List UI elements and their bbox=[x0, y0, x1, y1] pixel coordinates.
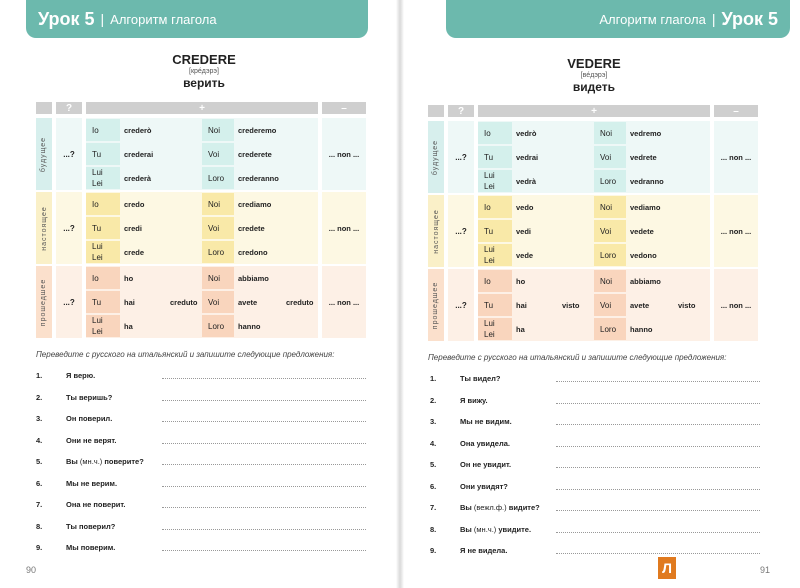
exercise-text bbox=[460, 503, 540, 512]
pronoun-cell: Loro bbox=[594, 244, 626, 266]
pronoun-cell: Io bbox=[478, 122, 512, 144]
verb-form: vedrò bbox=[516, 128, 537, 138]
exercise-text: Ты поверил? bbox=[66, 521, 116, 531]
participle: creduto bbox=[286, 297, 314, 307]
pronoun: Lei bbox=[484, 330, 495, 339]
pronoun-cell: Tu bbox=[478, 294, 512, 316]
verb-form: ha bbox=[516, 324, 525, 334]
pronoun: Lui bbox=[484, 319, 495, 328]
exercise-item bbox=[430, 396, 760, 406]
pronoun-cell: Voi bbox=[202, 291, 234, 313]
tense-label-text: будущее bbox=[432, 139, 440, 175]
pronoun: Lei bbox=[484, 182, 495, 191]
verb-form: crederemo bbox=[238, 125, 277, 135]
verb-form: vede bbox=[516, 250, 534, 260]
exercise-number: 8. bbox=[430, 524, 437, 534]
exercise-text: Он не увидит. bbox=[460, 460, 512, 469]
pronoun: Lui bbox=[484, 245, 495, 254]
exercise-item bbox=[36, 371, 366, 381]
header-empty bbox=[428, 105, 444, 117]
exercise-item bbox=[36, 436, 366, 446]
pronoun-cell: Loro bbox=[202, 167, 234, 189]
header-separator: | bbox=[100, 11, 105, 27]
exercise-text bbox=[460, 525, 531, 534]
exercise-item bbox=[36, 500, 366, 510]
verb-pronunciation: [вéдэрэ] bbox=[580, 72, 608, 79]
exercise-number: 2. bbox=[36, 392, 43, 402]
exercise-number: 7. bbox=[430, 503, 437, 512]
exercise-text: Она увидела. bbox=[460, 438, 510, 448]
answer-line[interactable] bbox=[556, 403, 760, 404]
pronoun-cell: Io bbox=[86, 119, 120, 141]
answer-line[interactable] bbox=[162, 443, 366, 444]
answer-line[interactable] bbox=[162, 464, 366, 465]
verb-form: crederai bbox=[124, 149, 154, 159]
exercise-number: 1. bbox=[430, 374, 437, 383]
exercise-text: Мы не видим. bbox=[460, 417, 512, 426]
verb-form: ho bbox=[124, 273, 134, 283]
pronoun-cell: Voi bbox=[594, 294, 626, 316]
exercise-text-part: поверите? bbox=[102, 457, 144, 466]
header-plus: + bbox=[86, 102, 318, 114]
header-minus: – bbox=[322, 102, 366, 114]
exercise-item bbox=[36, 457, 366, 467]
answer-line[interactable] bbox=[556, 489, 760, 490]
verb-russian: верить bbox=[183, 76, 225, 90]
exercise-number: 3. bbox=[36, 414, 43, 423]
pronoun: Lei bbox=[92, 327, 103, 336]
question-form: ...? bbox=[448, 121, 474, 193]
exercise-text: Он поверил. bbox=[66, 414, 113, 423]
tense-label bbox=[428, 269, 444, 341]
verb-form: hai bbox=[516, 300, 527, 310]
question-form: ...? bbox=[56, 192, 82, 264]
exercise-number: 3. bbox=[430, 417, 437, 426]
pronoun: Lei bbox=[92, 179, 103, 188]
exercise-item bbox=[36, 414, 366, 424]
header-question: ? bbox=[56, 102, 82, 114]
pronoun-cell: Noi bbox=[202, 119, 234, 141]
verb-form: avete bbox=[630, 300, 650, 310]
tense-label bbox=[36, 192, 52, 264]
answer-line[interactable] bbox=[556, 446, 760, 447]
exercise-item bbox=[430, 503, 760, 513]
exercise-text-part: Вы bbox=[460, 503, 474, 512]
lesson-topic: Алгоритм глагола bbox=[110, 11, 217, 27]
tense-label-text: будущее bbox=[40, 136, 48, 172]
conjugation-table-vedere bbox=[428, 105, 760, 345]
pronoun: Lei bbox=[484, 256, 495, 265]
pronoun-cell: Io bbox=[86, 193, 120, 215]
exercise-number: 6. bbox=[36, 478, 43, 488]
exercise-text: Ты веришь? bbox=[66, 392, 113, 402]
exercise-text-part: Вы bbox=[66, 457, 80, 466]
pronoun: Lui bbox=[92, 316, 103, 325]
pronoun-cell: Loro bbox=[202, 315, 234, 337]
tense-label bbox=[428, 195, 444, 267]
exercise-text-part: видите? bbox=[506, 503, 540, 512]
answer-line[interactable] bbox=[556, 424, 760, 425]
pronoun-cell: Loro bbox=[594, 318, 626, 340]
exercise-item bbox=[36, 543, 366, 553]
exercise-number: 1. bbox=[36, 371, 43, 380]
pronoun-cell bbox=[86, 315, 120, 337]
exercise-item bbox=[36, 479, 366, 489]
pronoun-cell: Loro bbox=[202, 241, 234, 263]
verb-italian: CREDERE bbox=[172, 52, 236, 67]
verb-form: vedrà bbox=[516, 176, 537, 186]
exercise-text: Я верю. bbox=[66, 371, 96, 380]
pronoun-cell bbox=[86, 241, 120, 263]
exercise-number: 2. bbox=[430, 395, 437, 405]
verb-form: abbiamo bbox=[630, 276, 661, 286]
pronoun: Lui bbox=[92, 242, 103, 251]
pronoun-cell bbox=[86, 167, 120, 189]
verb-form: ho bbox=[516, 276, 526, 286]
pronoun-cell: Noi bbox=[594, 196, 626, 218]
negative-form: ... non ... bbox=[322, 192, 366, 264]
pronoun-cell: Io bbox=[86, 267, 120, 289]
pronoun-cell bbox=[478, 244, 512, 266]
answer-line[interactable] bbox=[162, 400, 366, 401]
verb-form: vedo bbox=[516, 202, 534, 212]
exercise-text-part: увидите. bbox=[496, 524, 532, 534]
verb-form: vediamo bbox=[630, 202, 661, 212]
verb-form: credi bbox=[124, 223, 142, 233]
answer-line[interactable] bbox=[556, 467, 760, 468]
exercise-item bbox=[430, 439, 760, 449]
pronoun-cell: Voi bbox=[594, 146, 626, 168]
answer-line[interactable] bbox=[162, 529, 366, 530]
pronoun-cell: Loro bbox=[594, 170, 626, 192]
page-number-left: 90 bbox=[26, 565, 37, 575]
answer-line[interactable] bbox=[162, 378, 366, 379]
exercise-text bbox=[66, 457, 144, 466]
lesson-topic: Алгоритм глагола bbox=[599, 11, 706, 27]
exercise-item bbox=[430, 546, 760, 556]
verb-form: vedremo bbox=[630, 128, 662, 138]
verb-form: crederà bbox=[124, 173, 152, 183]
verb-form: vedono bbox=[630, 250, 657, 260]
header-empty bbox=[36, 102, 52, 114]
question-form: ...? bbox=[56, 118, 82, 190]
exercise-item bbox=[36, 393, 366, 403]
verb-russian: видеть bbox=[572, 80, 616, 94]
negative-form: ... non ... bbox=[322, 266, 366, 338]
exercise-text: Я вижу. bbox=[460, 395, 488, 405]
pronoun-cell: Tu bbox=[86, 143, 120, 165]
exercise-text: Они увидят? bbox=[460, 481, 508, 491]
pronoun: Lui bbox=[484, 171, 495, 180]
exercise-number: 8. bbox=[36, 521, 43, 531]
header-tab-right bbox=[446, 0, 790, 38]
header-tab-left bbox=[26, 0, 368, 38]
negative-form: ... non ... bbox=[322, 118, 366, 190]
exercise-item bbox=[430, 460, 760, 470]
publisher-logo: Л bbox=[658, 557, 676, 579]
question-form: ...? bbox=[56, 266, 82, 338]
exercise-number: 5. bbox=[36, 457, 43, 466]
verb-form: abbiamo bbox=[238, 273, 269, 283]
pronoun: Lei bbox=[92, 253, 103, 262]
pronoun-cell bbox=[478, 170, 512, 192]
verb-form: vedi bbox=[516, 226, 532, 236]
pronoun-cell: Tu bbox=[478, 220, 512, 242]
verb-form: credo bbox=[124, 199, 145, 209]
verb-title-vedere bbox=[524, 56, 664, 94]
tense-label bbox=[36, 266, 52, 338]
page-number-right: 91 bbox=[760, 565, 771, 575]
exercise-note: (мн.ч.) bbox=[473, 524, 497, 534]
verb-form: ha bbox=[124, 321, 133, 331]
tense-label-text: настоящее bbox=[432, 208, 440, 254]
pronoun-cell: Noi bbox=[594, 122, 626, 144]
verb-form: crederete bbox=[238, 149, 272, 159]
exercise-note: (мн.ч.) bbox=[79, 457, 103, 466]
exercise-instruction: Переведите с русского на итальянский и запишите следующие предложения: bbox=[428, 353, 727, 362]
exercise-number: 6. bbox=[430, 481, 437, 491]
exercise-text: Мы не верим. bbox=[66, 478, 118, 488]
lesson-title: Урок 5 bbox=[38, 8, 95, 29]
exercise-number: 9. bbox=[36, 543, 43, 552]
question-form: ...? bbox=[448, 269, 474, 341]
pronoun-cell: Tu bbox=[86, 217, 120, 239]
answer-line[interactable] bbox=[162, 421, 366, 422]
answer-line[interactable] bbox=[556, 381, 760, 382]
verb-form: hanno bbox=[238, 321, 261, 331]
exercise-text-part: Вы bbox=[460, 524, 474, 534]
pronoun-cell: Noi bbox=[202, 267, 234, 289]
verb-form: crede bbox=[124, 247, 145, 257]
exercise-number: 7. bbox=[36, 500, 43, 509]
exercise-item bbox=[430, 374, 760, 384]
header-separator: | bbox=[711, 11, 716, 27]
tense-label-text: прошедшее bbox=[40, 278, 48, 326]
header-minus: – bbox=[714, 105, 758, 117]
exercise-item bbox=[36, 522, 366, 532]
answer-line[interactable] bbox=[556, 532, 760, 533]
participle: visto bbox=[562, 300, 580, 310]
exercise-item bbox=[430, 525, 760, 535]
exercise-note: (вежл.ф.) bbox=[473, 503, 507, 512]
exercise-text: Мы поверим. bbox=[66, 543, 116, 552]
pronoun-cell: Tu bbox=[86, 291, 120, 313]
header-question: ? bbox=[448, 105, 474, 117]
header-plus: + bbox=[478, 105, 710, 117]
exercise-item bbox=[430, 482, 760, 492]
exercise-text: Я не видела. bbox=[460, 546, 508, 555]
verb-form: crediamo bbox=[238, 199, 272, 209]
verb-form: vedrete bbox=[630, 152, 657, 162]
verb-pronunciation: [крéдэрэ] bbox=[189, 68, 219, 75]
exercise-number: 5. bbox=[430, 460, 437, 469]
answer-line[interactable] bbox=[162, 507, 366, 508]
answer-line[interactable] bbox=[556, 510, 760, 511]
pronoun-cell: Voi bbox=[202, 143, 234, 165]
exercise-number: 4. bbox=[430, 438, 437, 448]
exercise-instruction: Переведите с русского на итальянский и запишите следующие предложения: bbox=[36, 350, 335, 359]
pronoun: Lui bbox=[92, 168, 103, 177]
verb-title-credere bbox=[134, 52, 274, 90]
participle: creduto bbox=[170, 297, 198, 307]
exercise-item bbox=[430, 417, 760, 427]
verb-form: vedranno bbox=[630, 176, 664, 186]
answer-line[interactable] bbox=[162, 550, 366, 551]
pronoun-cell bbox=[478, 318, 512, 340]
book-spine bbox=[396, 0, 404, 588]
pronoun-cell: Io bbox=[478, 270, 512, 292]
verb-form: vedete bbox=[630, 226, 654, 236]
exercise-number: 4. bbox=[36, 435, 43, 445]
verb-form: credono bbox=[238, 247, 268, 257]
answer-line[interactable] bbox=[556, 553, 760, 554]
exercise-text: Ты видел? bbox=[460, 374, 501, 383]
negative-form: ... non ... bbox=[714, 269, 758, 341]
verb-italian: VEDERE bbox=[567, 56, 621, 71]
verb-form: hanno bbox=[630, 324, 653, 334]
answer-line[interactable] bbox=[162, 486, 366, 487]
pronoun-cell: Voi bbox=[202, 217, 234, 239]
pronoun-cell: Voi bbox=[594, 220, 626, 242]
verb-form: crederanno bbox=[238, 173, 279, 183]
lesson-title: Урок 5 bbox=[721, 8, 778, 29]
tense-label-text: прошедшее bbox=[432, 281, 440, 329]
verb-form: vedrai bbox=[516, 152, 539, 162]
negative-form: ... non ... bbox=[714, 195, 758, 267]
tense-label-text: настоящее bbox=[40, 205, 48, 251]
pronoun-cell: Noi bbox=[594, 270, 626, 292]
pronoun-cell: Io bbox=[478, 196, 512, 218]
verb-form: crederò bbox=[124, 125, 152, 135]
verb-form: hai bbox=[124, 297, 135, 307]
exercise-text: Она не поверит. bbox=[66, 500, 126, 509]
verb-form: credete bbox=[238, 223, 265, 233]
tense-label bbox=[428, 121, 444, 193]
question-form: ...? bbox=[448, 195, 474, 267]
pronoun-cell: Tu bbox=[478, 146, 512, 168]
tense-label bbox=[36, 118, 52, 190]
conjugation-table-credere bbox=[36, 102, 368, 342]
exercise-number: 9. bbox=[430, 546, 437, 555]
pronoun-cell: Noi bbox=[202, 193, 234, 215]
negative-form: ... non ... bbox=[714, 121, 758, 193]
verb-form: avete bbox=[238, 297, 258, 307]
participle: visto bbox=[678, 300, 696, 310]
exercise-text: Они не верят. bbox=[66, 435, 117, 445]
